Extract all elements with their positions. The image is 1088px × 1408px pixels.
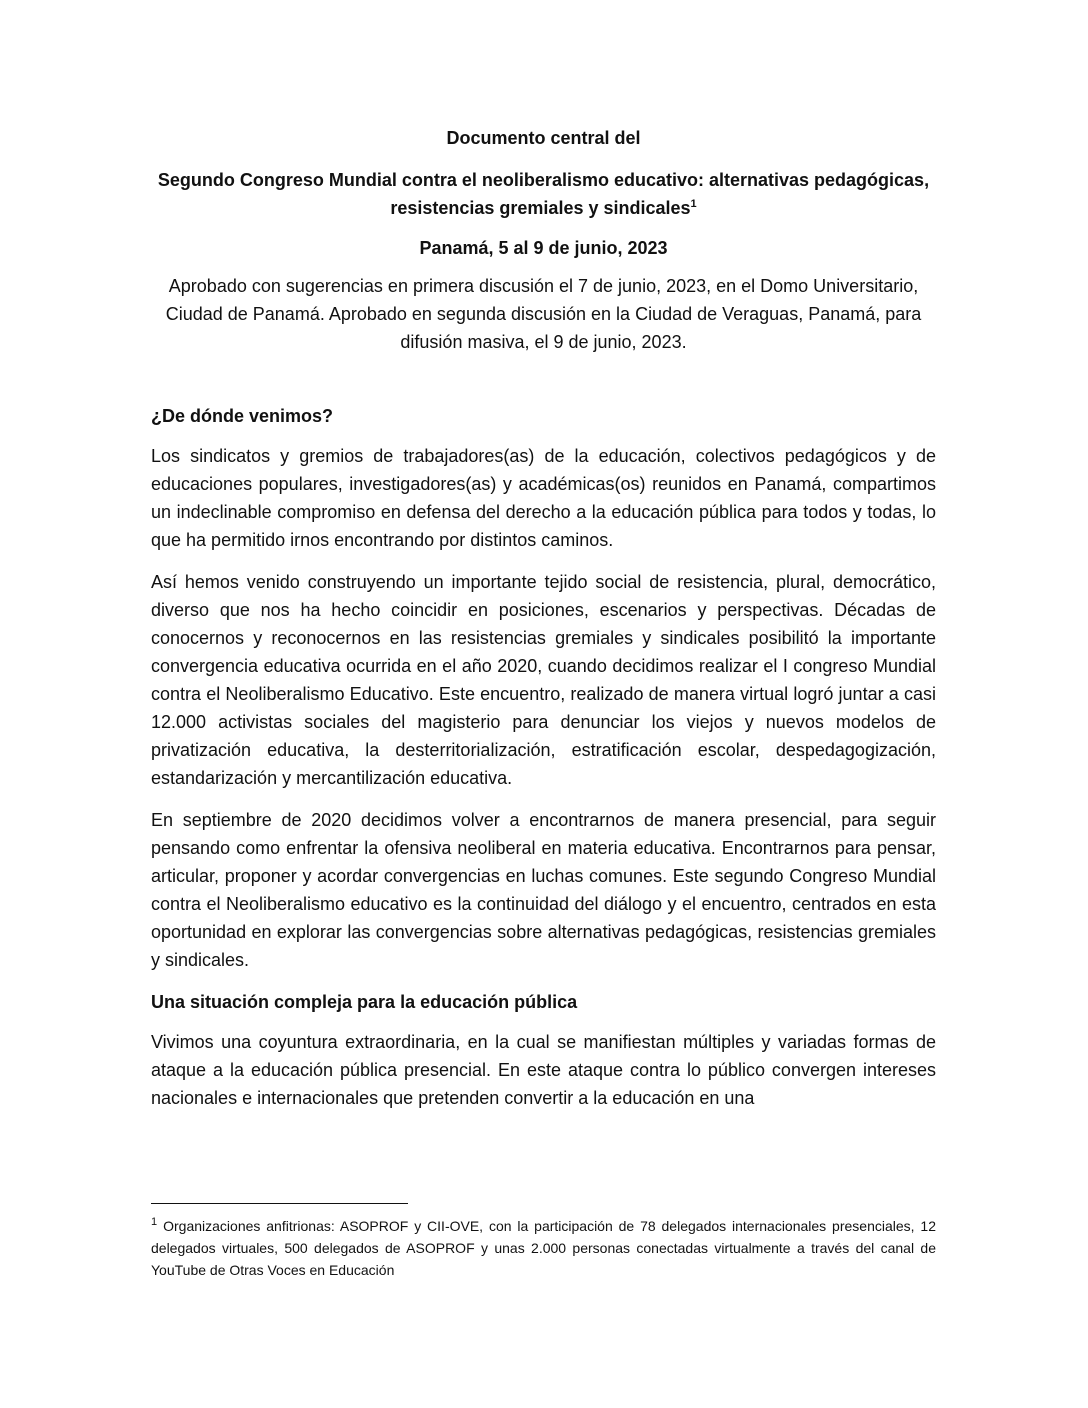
paragraph: Así hemos venido construyendo un importante tejido social de resistencia, plural, democrático, diverso que nos ha hecho coincidir en posiciones, escenarios y perspectivas. Décadas de conocernos y reconocernos en las resistencias gremiales y sindicales posibilitó la importante convergencia educativa ocurrida en el año 2020, cuando decidimos realizar el I congreso Mundial contra el Neoliberalismo Educativo. Este encuentro, realizado de manera virtual logró juntar a casi 12.000 activistas sociales del magisterio para denunciar los viejos y nuevos modelos de privatización educativa, la desterritorialización, estratificación escolar, despedagogización, estandarización y mercantilización educativa. (151, 572, 936, 788)
section-heading-situation: Una situación compleja para la educación pública (151, 992, 578, 1012)
document-body (151, 124, 936, 1126)
footnote-separator (151, 1203, 408, 1204)
paragraph: Vivimos una coyuntura extraordinaria, en la cual se manifiestan múltiples y variadas formas de ataque a la educación pública presencial. En este ataque contra lo público convergen intereses nacionales e internacionales que pretenden convertir a la educación en una (151, 1032, 936, 1108)
paragraph: Los sindicatos y gremios de trabajadores(as) de la educación, colectivos pedagógicos y de educaciones populares, investigadores(as) y académicas(os) reunidos en Panamá, compartimos un indeclinable compromiso en defensa del derecho a la educación pública para todos y todas, lo que ha permitido irnos encontrando por distintos caminos. (151, 446, 936, 550)
document-title-line: Documento central del (446, 128, 641, 148)
footnote (151, 1215, 936, 1281)
footnote-reference: 1 (690, 198, 697, 210)
section-heading-origins: ¿De dónde venimos? (151, 406, 334, 426)
paragraph: En septiembre de 2020 decidimos volver a encontrarnos de manera presencial, para seguir pensando como enfrentar la ofensiva neoliberal en materia educativa. Encontrarnos para pensar, articular, proponer y acordar convergencias en luchas comunes. Este segundo Congreso Mundial contra el Neoliberalismo educativo es la continuidad del diálogo y el encuentro, centrados en esta oportunidad en explorar las convergencias sobre alternativas pedagógicas, resistencias gremiales y sindicales. (151, 810, 936, 970)
approval-note: Aprobado con sugerencias en primera discusión el 7 de junio, 2023, en el Domo Universitario, Ciudad de Panamá. Aprobado en segunda discusión en la Ciudad de Veraguas, Panamá, para difusión masiva, el 9 de junio, 2023. (165, 276, 922, 352)
footnote-marker: 1 (151, 1216, 158, 1229)
congress-title (151, 166, 936, 222)
footnote-text: Organizaciones anfitrionas: ASOPROF y CII-OVE, con la participación de 78 delegados internacionales presenciales, 12 delegados virtuales, 500 delegados de ASOPROF y unas 2.000 personas conectadas virtualmente a través del canal de YouTube de Otras Voces en Educación (151, 1218, 936, 1278)
event-place-date: Panamá, 5 al 9 de junio, 2023 (419, 238, 668, 258)
congress-title-text: Segundo Congreso Mundial contra el neoliberalismo educativo: alternativas pedagógicas, resistencias gremiales y sindicales (157, 170, 930, 218)
